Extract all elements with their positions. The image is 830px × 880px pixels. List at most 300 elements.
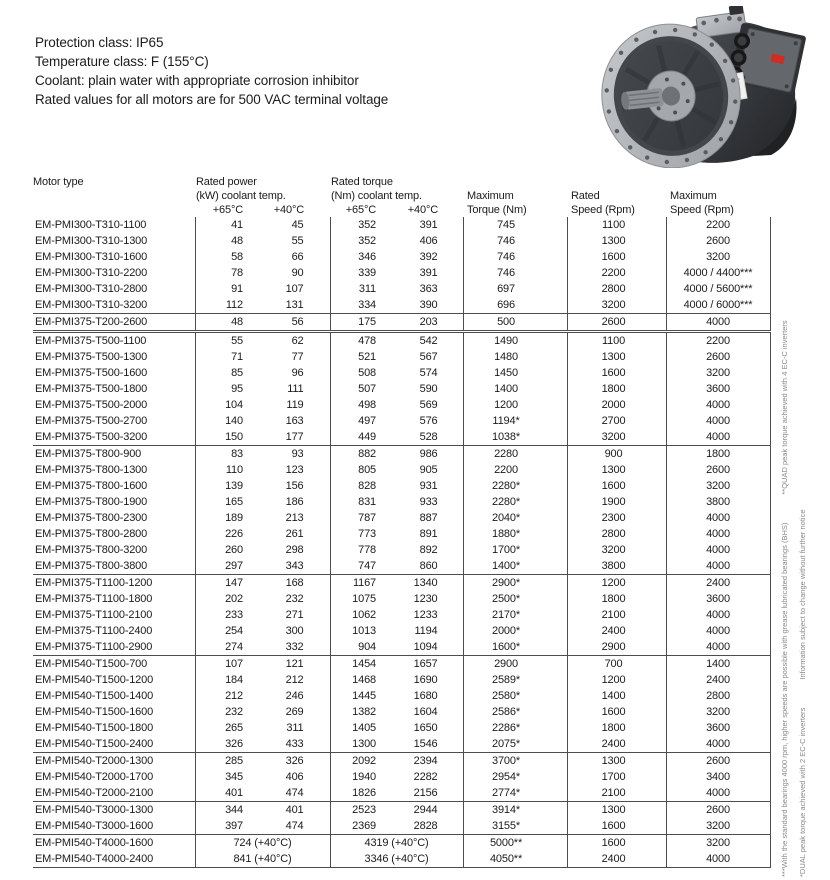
rated-power-40-cell: 186 <box>263 494 330 510</box>
motor-type-cell: EM-PMI375-T800-2300 <box>33 510 195 526</box>
rated-speed-cell: 2200 <box>567 265 666 281</box>
rated-torque-65-cell: 787 <box>358 511 377 524</box>
rated-torque-65-cell: 346 <box>358 250 377 263</box>
rated-power-40-cell: 271 <box>263 607 330 623</box>
max-torque-cell: 1490 <box>463 332 567 350</box>
col-header-max-torque-2: Torque (Nm) <box>467 204 527 216</box>
rated-torque-40-cell: 590 <box>396 381 463 397</box>
table-row <box>33 281 770 297</box>
max-speed-cell: 4000 / 6000*** <box>666 297 770 314</box>
rated-power-65-cell: 260 <box>225 543 243 556</box>
max-torque-cell: 4050** <box>463 851 567 868</box>
table-row <box>33 802 770 819</box>
col-header-power-40: +40°C <box>273 204 305 216</box>
rated-torque-40-cell: 542 <box>396 332 463 350</box>
rated-power-65-cell: 189 <box>225 511 243 524</box>
table-row <box>33 818 770 835</box>
rated-torque-40-cell: 2828 <box>396 818 463 835</box>
motor-type-cell: EM-PMI540-T1500-1400 <box>33 688 195 704</box>
rated-power-65-cell: 345 <box>225 770 243 783</box>
rated-power-40-cell: 177 <box>263 429 330 446</box>
rated-speed-cell: 2700 <box>567 413 666 429</box>
table-row <box>33 851 770 868</box>
rated-power-40-cell: 246 <box>263 688 330 704</box>
rated-power-40-cell: 343 <box>263 558 330 575</box>
table-row <box>33 462 770 478</box>
motor-type-cell: EM-PMI300-T310-2200 <box>33 265 195 281</box>
table-row <box>33 233 770 249</box>
rated-power-65-cell: 91 <box>231 282 243 295</box>
rated-torque-65-cell: 1826 <box>352 786 377 799</box>
max-torque-cell: 3155* <box>463 818 567 835</box>
rated-torque-65-cell: 2369 <box>352 819 377 832</box>
motor-type-cell: EM-PMI375-T500-3200 <box>33 429 195 446</box>
rated-torque-40-cell: 1690 <box>396 672 463 688</box>
motor-type-cell: EM-PMI540-T4000-1600 <box>33 835 195 852</box>
rated-torque-40-cell: 391 <box>396 217 463 233</box>
rated-power-40-cell: 111 <box>263 381 330 397</box>
max-torque-cell: 2000* <box>463 623 567 639</box>
max-torque-cell: 2900* <box>463 575 567 592</box>
rated-torque-40-cell: 933 <box>396 494 463 510</box>
rated-torque-65-cell: 478 <box>330 332 396 350</box>
max-speed-cell: 2400 <box>666 575 770 592</box>
col-header-rated-speed-2: Speed (Rpm) <box>571 204 635 216</box>
motor-type-cell: EM-PMI375-T800-1900 <box>33 494 195 510</box>
table-row <box>33 704 770 720</box>
table-row <box>33 720 770 736</box>
max-speed-cell: 4000 <box>666 542 770 558</box>
rated-power-40-cell: 311 <box>263 720 330 736</box>
rated-torque-40-cell: 2394 <box>396 753 463 770</box>
max-torque-cell: 1038* <box>463 429 567 446</box>
rated-torque-65-cell: 805 <box>358 463 377 476</box>
motor-type-cell: EM-PMI300-T310-2800 <box>33 281 195 297</box>
rated-power-40-cell: 96 <box>263 365 330 381</box>
rated-power-65-cell: 285 <box>195 753 263 770</box>
coolant-line: Coolant: plain water with appropriate corrosion inhibitor <box>35 73 359 88</box>
rated-speed-cell: 2600 <box>567 314 666 332</box>
rated-power-65-cell: 48 <box>231 234 243 247</box>
rated-power-merged-cell: 841 (+40°C) <box>195 851 330 868</box>
table-row <box>33 494 770 510</box>
rated-power-40-cell: 406 <box>263 769 330 785</box>
max-torque-cell: 1600* <box>463 639 567 656</box>
rated-torque-65-cell: 904 <box>358 640 377 653</box>
max-torque-cell: 746 <box>463 249 567 265</box>
max-speed-cell: 2600 <box>666 349 770 365</box>
max-speed-cell: 3400 <box>666 769 770 785</box>
rated-power-65-cell: 397 <box>225 819 243 832</box>
max-torque-cell: 2774* <box>463 785 567 802</box>
protection-class-line: Protection class: IP65 <box>35 35 164 50</box>
rated-speed-cell: 3200 <box>567 297 666 314</box>
max-speed-cell: 4000 <box>666 623 770 639</box>
rated-speed-cell: 1400 <box>567 688 666 704</box>
max-torque-cell: 2075* <box>463 736 567 753</box>
rated-power-65-cell: 140 <box>225 414 243 427</box>
rated-power-65-cell: 147 <box>195 575 263 592</box>
rated-torque-40-cell: 1657 <box>396 656 463 673</box>
rated-torque-65-cell: 449 <box>358 430 377 443</box>
max-torque-cell: 2580* <box>463 688 567 704</box>
max-torque-cell: 2589* <box>463 672 567 688</box>
rated-torque-65-cell: 1468 <box>352 673 377 686</box>
rated-power-65-cell: 165 <box>225 495 243 508</box>
col-header-max-speed-1: Maximum <box>670 190 717 202</box>
rated-power-40-cell: 45 <box>263 217 330 233</box>
rated-speed-cell: 1800 <box>567 720 666 736</box>
col-header-max-torque-1: Maximum <box>467 190 514 202</box>
rated-torque-65-cell: 1075 <box>352 592 377 605</box>
max-speed-cell: 2200 <box>666 217 770 233</box>
rated-torque-65-cell: 778 <box>358 543 377 556</box>
rated-torque-40-cell: 1094 <box>396 639 463 656</box>
max-speed-cell: 4000 <box>666 851 770 868</box>
rated-power-65-cell: 83 <box>195 446 263 463</box>
rated-torque-65-cell: 1382 <box>352 705 377 718</box>
table-row <box>33 558 770 575</box>
rated-power-65-cell: 85 <box>231 366 243 379</box>
footnote-line-2 <box>798 212 807 877</box>
rated-torque-40-cell: 392 <box>396 249 463 265</box>
max-torque-cell: 2170* <box>463 607 567 623</box>
motor-type-cell: EM-PMI375-T800-1600 <box>33 478 195 494</box>
motor-type-cell: EM-PMI375-T500-1600 <box>33 365 195 381</box>
motor-type-cell: EM-PMI375-T1100-2400 <box>33 623 195 639</box>
rated-speed-cell: 1700 <box>567 769 666 785</box>
rated-torque-40-cell: 576 <box>396 413 463 429</box>
motor-type-cell: EM-PMI375-T500-2000 <box>33 397 195 413</box>
motor-type-cell: EM-PMI375-T500-2700 <box>33 413 195 429</box>
rated-torque-65-cell: 175 <box>330 314 396 332</box>
rated-torque-40-cell: 391 <box>396 265 463 281</box>
col-header-rated-speed-1: Rated <box>571 190 600 202</box>
rated-torque-65-cell: 507 <box>358 382 377 395</box>
rated-power-40-cell: 131 <box>263 297 330 314</box>
motor-type-cell: EM-PMI540-T1500-1600 <box>33 704 195 720</box>
rated-speed-cell: 3200 <box>567 542 666 558</box>
max-speed-cell: 4000 <box>666 413 770 429</box>
max-torque-cell: 746 <box>463 265 567 281</box>
rated-power-40-cell: 107 <box>263 281 330 297</box>
col-header-motor-type: Motor type <box>33 176 84 188</box>
table-row <box>33 249 770 265</box>
max-torque-cell: 2586* <box>463 704 567 720</box>
rated-power-40-cell: 62 <box>263 332 330 350</box>
max-speed-cell: 2600 <box>666 462 770 478</box>
motor-type-cell: EM-PMI540-T1500-1200 <box>33 672 195 688</box>
rated-speed-cell: 2100 <box>567 607 666 623</box>
table-row <box>33 575 770 592</box>
max-speed-cell: 4000 <box>666 639 770 656</box>
motor-type-cell: EM-PMI375-T800-3800 <box>33 558 195 575</box>
rated-speed-cell: 1300 <box>567 753 666 770</box>
max-speed-cell: 2600 <box>666 233 770 249</box>
max-speed-cell: 3200 <box>666 704 770 720</box>
rated-torque-40-cell: 1194 <box>396 623 463 639</box>
table-row <box>33 736 770 753</box>
motor-type-cell: EM-PMI540-T2000-2100 <box>33 785 195 802</box>
table-row <box>33 591 770 607</box>
table-row <box>33 672 770 688</box>
rated-torque-65-cell: 1167 <box>330 575 396 592</box>
col-header-max-speed-2: Speed (Rpm) <box>670 204 734 216</box>
table-row <box>33 769 770 785</box>
table-row <box>33 413 770 429</box>
rated-power-40-cell: 401 <box>263 802 330 819</box>
motor-type-cell: EM-PMI375-T500-1800 <box>33 381 195 397</box>
table-row <box>33 478 770 494</box>
max-torque-cell: 746 <box>463 233 567 249</box>
rated-power-65-cell: 71 <box>231 350 243 363</box>
footnote-disclaimer: Information subject to change without further notice <box>798 509 807 680</box>
rated-power-40-cell: 119 <box>263 397 330 413</box>
rated-torque-40-cell: 931 <box>396 478 463 494</box>
max-torque-cell: 2280* <box>463 494 567 510</box>
rated-torque-40-cell: 574 <box>396 365 463 381</box>
motor-type-cell: EM-PMI540-T1500-700 <box>33 656 195 673</box>
rated-power-40-cell: 261 <box>263 526 330 542</box>
rated-torque-65-cell: 828 <box>358 479 377 492</box>
rated-torque-40-cell: 2282 <box>396 769 463 785</box>
max-torque-cell: 3700* <box>463 753 567 770</box>
rated-power-40-cell: 232 <box>263 591 330 607</box>
rated-torque-65-cell: 882 <box>330 446 396 463</box>
max-torque-cell: 500 <box>463 314 567 332</box>
rated-torque-40-cell: 2944 <box>396 802 463 819</box>
rated-torque-40-cell: 567 <box>396 349 463 365</box>
motor-type-cell: EM-PMI375-T500-1300 <box>33 349 195 365</box>
rated-power-65-cell: 401 <box>225 786 243 799</box>
motor-product-image <box>593 6 821 168</box>
col-header-rated-torque: Rated torque <box>331 176 393 188</box>
max-torque-cell: 1194* <box>463 413 567 429</box>
rated-torque-65-cell: 1940 <box>352 770 377 783</box>
rated-torque-65-cell: 2523 <box>330 802 396 819</box>
rated-power-40-cell: 433 <box>263 736 330 753</box>
motor-type-cell: EM-PMI300-T310-1300 <box>33 233 195 249</box>
rated-power-40-cell: 93 <box>263 446 330 463</box>
table-header <box>33 175 770 217</box>
rated-power-40-cell: 56 <box>263 314 330 332</box>
rated-speed-cell: 1200 <box>567 575 666 592</box>
motor-type-cell: EM-PMI375-T1100-2900 <box>33 639 195 656</box>
rated-speed-cell: 1600 <box>567 478 666 494</box>
rated-torque-40-cell: 1546 <box>396 736 463 753</box>
rated-torque-40-cell: 390 <box>396 297 463 314</box>
max-torque-cell: 1480 <box>463 349 567 365</box>
rated-power-65-cell: 184 <box>225 673 243 686</box>
rated-speed-cell: 1300 <box>567 233 666 249</box>
motor-type-cell: EM-PMI300-T310-1100 <box>33 217 195 233</box>
max-speed-cell: 3600 <box>666 720 770 736</box>
motor-type-cell: EM-PMI540-T3000-1600 <box>33 818 195 835</box>
rated-torque-40-cell: 363 <box>396 281 463 297</box>
max-speed-cell: 4000 <box>666 736 770 753</box>
rated-speed-cell: 1300 <box>567 802 666 819</box>
rated-torque-65-cell: 1454 <box>330 656 396 673</box>
max-speed-cell: 4000 <box>666 510 770 526</box>
rated-torque-65-cell: 1062 <box>352 608 377 621</box>
max-speed-cell: 4000 <box>666 526 770 542</box>
rated-power-65-cell: 112 <box>225 298 243 311</box>
max-speed-cell: 2200 <box>666 332 770 350</box>
rated-speed-cell: 900 <box>567 446 666 463</box>
table-row <box>33 297 770 314</box>
table-row <box>33 397 770 413</box>
motor-type-cell: EM-PMI375-T800-2800 <box>33 526 195 542</box>
rated-power-40-cell: 66 <box>263 249 330 265</box>
rated-power-65-cell: 232 <box>225 705 243 718</box>
max-speed-cell: 4000 <box>666 314 770 332</box>
motor-type-cell: EM-PMI540-T3000-1300 <box>33 802 195 819</box>
table-row <box>33 429 770 446</box>
max-torque-cell: 2280* <box>463 478 567 494</box>
motor-type-cell: EM-PMI375-T1100-1200 <box>33 575 195 592</box>
max-torque-cell: 1450 <box>463 365 567 381</box>
rated-speed-cell: 2300 <box>567 510 666 526</box>
rated-speed-cell: 1100 <box>567 217 666 233</box>
rated-speed-cell: 2100 <box>567 785 666 802</box>
rated-power-65-cell: 104 <box>225 398 243 411</box>
table-row <box>33 835 770 852</box>
rated-torque-merged-cell: 3346 (+40°C) <box>330 851 463 868</box>
rated-speed-cell: 2800 <box>567 526 666 542</box>
motor-type-cell: EM-PMI540-T4000-2400 <box>33 851 195 868</box>
rated-power-40-cell: 300 <box>263 623 330 639</box>
rated-power-65-cell: 150 <box>225 430 243 443</box>
rated-torque-65-cell: 773 <box>358 527 377 540</box>
table-row <box>33 365 770 381</box>
table-row <box>33 332 770 350</box>
max-torque-cell: 2900 <box>463 656 567 673</box>
rated-power-40-cell: 55 <box>263 233 330 249</box>
max-speed-cell: 4000 / 4400*** <box>666 265 770 281</box>
table-row <box>33 446 770 463</box>
rated-power-40-cell: 326 <box>263 753 330 770</box>
rated-values-line: Rated values for all motors are for 500 VAC terminal voltage <box>35 92 389 107</box>
rated-torque-65-cell: 521 <box>358 350 377 363</box>
max-speed-cell: 4000 <box>666 397 770 413</box>
rated-power-65-cell: 107 <box>195 656 263 673</box>
col-subheader-torque-coolant: (Nm) coolant temp. <box>331 190 422 202</box>
max-speed-cell: 3200 <box>666 835 770 852</box>
rated-speed-cell: 1800 <box>567 591 666 607</box>
col-header-power-65: +65°C <box>212 204 243 216</box>
rated-torque-40-cell: 986 <box>396 446 463 463</box>
footnote-line-1 <box>780 212 789 877</box>
rated-speed-cell: 1600 <box>567 835 666 852</box>
motor-type-cell: EM-PMI300-T310-3200 <box>33 297 195 314</box>
max-torque-cell: 1400 <box>463 381 567 397</box>
rated-power-40-cell: 332 <box>263 639 330 656</box>
table-row <box>33 349 770 365</box>
rated-torque-65-cell: 352 <box>358 234 377 247</box>
col-subheader-power-coolant: (kW) coolant temp. <box>196 190 286 202</box>
rated-power-65-cell: 212 <box>225 689 243 702</box>
temperature-class-line: Temperature class: F (155°C) <box>35 54 209 69</box>
motor-type-cell: EM-PMI375-T800-1300 <box>33 462 195 478</box>
table-row <box>33 265 770 281</box>
max-speed-cell: 2800 <box>666 688 770 704</box>
max-speed-cell: 3600 <box>666 591 770 607</box>
rated-torque-40-cell: 528 <box>396 429 463 446</box>
col-header-torque-40: +40°C <box>407 204 439 216</box>
rated-torque-40-cell: 1233 <box>396 607 463 623</box>
rated-power-65-cell: 274 <box>225 640 243 653</box>
max-speed-cell: 4000 <box>666 607 770 623</box>
motor-type-cell: EM-PMI540-T2000-1300 <box>33 753 195 770</box>
rated-power-65-cell: 254 <box>225 624 243 637</box>
max-torque-cell: 2500* <box>463 591 567 607</box>
max-speed-cell: 4000 <box>666 785 770 802</box>
max-torque-cell: 2040* <box>463 510 567 526</box>
rated-power-65-cell: 110 <box>225 463 243 476</box>
motor-type-cell: EM-PMI300-T310-1600 <box>33 249 195 265</box>
rated-power-40-cell: 121 <box>263 656 330 673</box>
max-torque-cell: 2954* <box>463 769 567 785</box>
max-torque-cell: 696 <box>463 297 567 314</box>
motor-type-cell: EM-PMI540-T2000-1700 <box>33 769 195 785</box>
table-row <box>33 542 770 558</box>
rated-speed-cell: 2400 <box>567 736 666 753</box>
max-speed-cell: 3600 <box>666 381 770 397</box>
rated-power-65-cell: 226 <box>225 527 243 540</box>
table-row <box>33 688 770 704</box>
rated-speed-cell: 2000 <box>567 397 666 413</box>
max-torque-cell: 745 <box>463 217 567 233</box>
rated-speed-cell: 2400 <box>567 623 666 639</box>
rated-speed-cell: 1600 <box>567 704 666 720</box>
rated-power-40-cell: 77 <box>263 349 330 365</box>
rated-speed-cell: 1300 <box>567 462 666 478</box>
rated-torque-40-cell: 203 <box>396 314 463 332</box>
rated-power-65-cell: 41 <box>231 218 243 231</box>
max-speed-cell: 4000 <box>666 429 770 446</box>
max-speed-cell: 1800 <box>666 446 770 463</box>
rated-speed-cell: 1600 <box>567 818 666 835</box>
rated-torque-40-cell: 406 <box>396 233 463 249</box>
rated-speed-cell: 2800 <box>567 281 666 297</box>
rated-speed-cell: 1100 <box>567 332 666 350</box>
rated-power-65-cell: 297 <box>225 559 243 572</box>
max-speed-cell: 3200 <box>666 249 770 265</box>
rated-torque-40-cell: 887 <box>396 510 463 526</box>
max-torque-cell: 5000** <box>463 835 567 852</box>
rated-power-40-cell: 213 <box>263 510 330 526</box>
rated-power-65-cell: 48 <box>195 314 263 332</box>
rated-power-40-cell: 156 <box>263 478 330 494</box>
table-row <box>33 639 770 656</box>
rated-torque-40-cell: 891 <box>396 526 463 542</box>
table-row <box>33 510 770 526</box>
rated-torque-65-cell: 831 <box>358 495 377 508</box>
spec-table <box>33 175 771 868</box>
rated-power-40-cell: 474 <box>263 818 330 835</box>
rated-torque-65-cell: 747 <box>358 559 377 572</box>
rated-power-65-cell: 233 <box>225 608 243 621</box>
motor-type-cell: EM-PMI375-T800-3200 <box>33 542 195 558</box>
rated-power-65-cell: 58 <box>231 250 243 263</box>
rated-torque-40-cell: 860 <box>396 558 463 575</box>
rated-power-65-cell: 55 <box>195 332 263 350</box>
rated-power-65-cell: 139 <box>225 479 243 492</box>
rated-power-40-cell: 474 <box>263 785 330 802</box>
footnote-dual: *DUAL peak torque achieved with 2 EC-C inverters <box>798 707 807 877</box>
table-row <box>33 753 770 770</box>
motor-type-cell: EM-PMI375-T1100-2100 <box>33 607 195 623</box>
